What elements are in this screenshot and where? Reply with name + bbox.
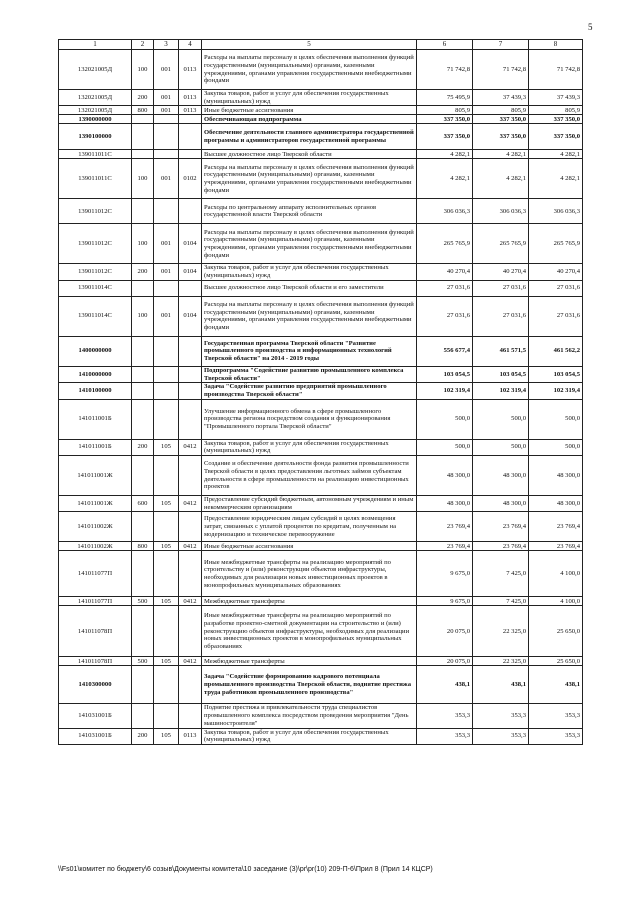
row-amount-2017-cell: 48 300,0 [417,496,473,512]
table-row [59,496,583,512]
row-code-cell: 141011001Ж [59,496,132,512]
row-amount-2018-cell: 353,3 [473,704,529,728]
row-description-cell: Государственная программа Тверской области "Развитие промышленного производства и информационных технологий Тверской области" на 2014 - 2019 годы [202,336,417,366]
row-description-cell: Иные бюджетные ассигнования [202,106,417,115]
table-row [59,199,583,224]
table-row [59,704,583,728]
row-rz-cell: 105 [154,496,179,512]
row-amount-2018-cell: 7 425,0 [473,597,529,606]
row-pr-cell [179,383,202,399]
row-amount-2018-cell: 37 439,3 [473,90,529,106]
row-rz-cell [154,606,179,657]
row-description-cell: Предоставление юридическим лицам субсидий в целях возмещения затрат, связанных с уплатой процентов по кредитам, полученным на модернизацию и техническое перевооружение [202,512,417,542]
row-code-cell: 141031001Б [59,728,132,744]
row-rz-cell [154,512,179,542]
row-amount-2018-cell: 23 769,4 [473,542,529,551]
row-rz-cell: 001 [154,159,179,199]
row-amount-2018-cell: 102 319,4 [473,383,529,399]
row-amount-2019-cell: 25 650,0 [529,606,583,657]
table-row [59,50,583,90]
row-amount-2018-cell: 500,0 [473,439,529,455]
row-amount-2018-cell: 461 571,5 [473,336,529,366]
table-row [59,728,583,744]
table-row [59,383,583,399]
row-rz-cell: 105 [154,542,179,551]
row-amount-2017-cell: 805,9 [417,106,473,115]
row-rz-cell: 001 [154,50,179,90]
row-amount-2017-cell: 75 495,9 [417,90,473,106]
row-pr-cell [179,606,202,657]
row-amount-2018-cell: 27 031,6 [473,296,529,336]
row-description-cell: Подпрограмма "Содействие развитию промышленного комплекса Тверской области" [202,366,417,382]
row-description-cell: Иные межбюджетные трансферты на реализацию мероприятий по строительству и (или) реконструкции объектов инфраструктуры, необходимых для реализации новых инвестиционных проектов в монопрофильных муниципальных образованиях [202,551,417,597]
row-amount-2017-cell: 500,0 [417,439,473,455]
table-row [59,296,583,336]
row-rz-cell [154,280,179,296]
row-rz-cell: 001 [154,264,179,280]
row-amount-2019-cell: 25 650,0 [529,657,583,666]
row-description-cell: Закупка товаров, работ и услуг для обеспечения государственных (муниципальных) нужд [202,90,417,106]
row-amount-2019-cell: 4 100,0 [529,597,583,606]
row-amount-2017-cell: 71 742,8 [417,50,473,90]
row-amount-2017-cell: 500,0 [417,399,473,439]
row-description-cell: Иные межбюджетные трансферты на реализацию мероприятий по разработке проектно-сметной документации на строительство и (или) реконструкцию объектов инфраструктуры, необходимых для реализации новых инвестиционных проектов в монопрофильных муниципальных образованиях [202,606,417,657]
row-code-cell: 1410300000 [59,666,132,704]
row-code-cell: 132021005Д [59,90,132,106]
row-pr-cell [179,336,202,366]
row-description-cell: Иные бюджетные ассигнования [202,542,417,551]
row-amount-2019-cell: 27 031,6 [529,296,583,336]
table-row [59,264,583,280]
row-vr-cell: 100 [132,296,154,336]
row-vr-cell [132,199,154,224]
row-amount-2018-cell: 265 765,9 [473,224,529,264]
row-description-cell: Расходы на выплаты персоналу в целях обеспечения выполнения функций государственными (муниципальными) органами, казенными учреждениями, органами управления государственными внебюджетными фондами [202,224,417,264]
row-vr-cell: 800 [132,106,154,115]
row-vr-cell: 600 [132,496,154,512]
row-amount-2019-cell: 48 300,0 [529,496,583,512]
row-rz-cell [154,199,179,224]
row-pr-cell: 0412 [179,439,202,455]
row-amount-2017-cell: 4 282,1 [417,159,473,199]
row-amount-2018-cell: 337 350,0 [473,115,529,124]
row-vr-cell: 100 [132,224,154,264]
row-amount-2018-cell: 438,1 [473,666,529,704]
row-vr-cell [132,124,154,150]
row-rz-cell: 001 [154,106,179,115]
row-code-cell: 141011077П [59,551,132,597]
header-cell: 1 [59,40,132,50]
row-description-cell: Высшее должностное лицо Тверской области и его заместители [202,280,417,296]
row-vr-cell: 200 [132,264,154,280]
row-description-cell: Обеспечивающая подпрограмма [202,115,417,124]
row-amount-2019-cell: 23 769,4 [529,542,583,551]
row-amount-2019-cell: 461 562,2 [529,336,583,366]
row-amount-2017-cell: 20 075,0 [417,606,473,657]
row-rz-cell [154,666,179,704]
table-row [59,657,583,666]
row-amount-2017-cell: 23 769,4 [417,512,473,542]
header-cell: 5 [202,40,417,50]
table-row [59,542,583,551]
row-amount-2017-cell: 27 031,6 [417,280,473,296]
row-pr-cell: 0113 [179,106,202,115]
row-vr-cell: 200 [132,439,154,455]
row-vr-cell [132,666,154,704]
row-rz-cell: 105 [154,657,179,666]
row-code-cell: 132021005Д [59,106,132,115]
row-amount-2019-cell: 4 282,1 [529,159,583,199]
row-amount-2019-cell: 27 031,6 [529,280,583,296]
row-description-cell: Задача "Содействие развитию предприятий промышленного производства Тверской области" [202,383,417,399]
row-pr-cell [179,199,202,224]
table-row [59,115,583,124]
row-amount-2018-cell: 40 270,4 [473,264,529,280]
row-vr-cell [132,383,154,399]
row-amount-2017-cell: 102 319,4 [417,383,473,399]
table-row [59,597,583,606]
row-rz-cell [154,704,179,728]
row-description-cell: Поднятие престижа и привлекательности труда специалистов промышленного комплекса посредством проведения мероприятия "День машиностроителя" [202,704,417,728]
row-code-cell: 1410000000 [59,366,132,382]
table-row [59,150,583,159]
row-description-cell: Расходы на выплаты персоналу в целях обеспечения выполнения функций государственными (муниципальными) органами, казенными учреждениями, органами управления государственными внебюджетными фондами [202,159,417,199]
row-vr-cell [132,336,154,366]
table-row [59,106,583,115]
row-description-cell: Закупка товаров, работ и услуг для обеспечения государственных (муниципальных) нужд [202,264,417,280]
row-vr-cell [132,399,154,439]
row-rz-cell [154,383,179,399]
row-amount-2017-cell: 353,3 [417,728,473,744]
row-amount-2019-cell: 103 054,5 [529,366,583,382]
row-rz-cell: 001 [154,224,179,264]
table-row [59,90,583,106]
row-pr-cell [179,115,202,124]
row-code-cell: 141011002Ж [59,542,132,551]
row-pr-cell [179,399,202,439]
row-amount-2018-cell: 7 425,0 [473,551,529,597]
table-row [59,399,583,439]
row-amount-2017-cell: 48 300,0 [417,456,473,496]
row-rz-cell [154,124,179,150]
row-code-cell: 141031001Б [59,704,132,728]
row-code-cell: 141011078П [59,606,132,657]
row-amount-2017-cell: 40 270,4 [417,264,473,280]
row-code-cell: 139011011С [59,159,132,199]
table-row [59,512,583,542]
row-vr-cell: 200 [132,90,154,106]
row-amount-2018-cell: 22 325,0 [473,657,529,666]
row-amount-2018-cell: 48 300,0 [473,496,529,512]
row-amount-2018-cell: 337 350,0 [473,124,529,150]
row-vr-cell: 800 [132,542,154,551]
row-pr-cell [179,280,202,296]
row-vr-cell [132,606,154,657]
row-rz-cell [154,115,179,124]
row-code-cell: 141011001Б [59,439,132,455]
row-code-cell: 139011012С [59,264,132,280]
row-pr-cell [179,551,202,597]
row-vr-cell [132,115,154,124]
row-rz-cell: 105 [154,728,179,744]
row-code-cell: 139011012С [59,199,132,224]
row-amount-2018-cell: 353,3 [473,728,529,744]
header-cell: 7 [473,40,529,50]
row-rz-cell: 001 [154,296,179,336]
row-rz-cell: 001 [154,90,179,106]
row-code-cell: 132021005Д [59,50,132,90]
budget-table [58,39,583,745]
row-description-cell: Обеспечение деятельности главного администратора государственной программы и администраторов государственной программы [202,124,417,150]
row-amount-2017-cell: 265 765,9 [417,224,473,264]
row-amount-2017-cell: 337 350,0 [417,124,473,150]
row-vr-cell [132,512,154,542]
row-rz-cell [154,150,179,159]
row-amount-2019-cell: 23 769,4 [529,512,583,542]
row-amount-2019-cell: 48 300,0 [529,456,583,496]
row-rz-cell [154,551,179,597]
row-amount-2019-cell: 500,0 [529,439,583,455]
row-rz-cell [154,399,179,439]
row-description-cell: Закупка товаров, работ и услуг для обеспечения государственных (муниципальных) нужд [202,439,417,455]
row-pr-cell: 0104 [179,264,202,280]
row-code-cell: 141011001Б [59,399,132,439]
row-code-cell: 141011002Ж [59,512,132,542]
row-amount-2017-cell: 337 350,0 [417,115,473,124]
row-pr-cell: 0113 [179,728,202,744]
row-description-cell: Улучшение информационного обмена в сфере промышленного производства региона посредством создания и функционирования "Промышленного портала Тверской области" [202,399,417,439]
row-vr-cell: 500 [132,597,154,606]
row-code-cell: 139011012С [59,224,132,264]
row-amount-2019-cell: 40 270,4 [529,264,583,280]
table-row [59,224,583,264]
row-description-cell: Расходы на выплаты персоналу в целях обеспечения выполнения функций государственными (муниципальными) органами, казенными учреждениями, органами управления государственными внебюджетными фондами [202,50,417,90]
row-amount-2017-cell: 20 075,0 [417,657,473,666]
header-cell: 3 [154,40,179,50]
row-pr-cell: 0412 [179,542,202,551]
row-amount-2019-cell: 353,3 [529,704,583,728]
row-code-cell: 1400000000 [59,336,132,366]
row-amount-2017-cell: 9 675,0 [417,597,473,606]
row-pr-cell: 0113 [179,50,202,90]
row-amount-2018-cell: 22 325,0 [473,606,529,657]
row-amount-2019-cell: 37 439,3 [529,90,583,106]
row-amount-2018-cell: 23 769,4 [473,512,529,542]
row-rz-cell: 105 [154,439,179,455]
row-amount-2017-cell: 438,1 [417,666,473,704]
row-vr-cell [132,366,154,382]
row-code-cell: 139011014С [59,296,132,336]
table-row [59,606,583,657]
row-vr-cell [132,704,154,728]
row-code-cell: 139011011С [59,150,132,159]
row-amount-2018-cell: 805,9 [473,106,529,115]
row-code-cell: 1390100000 [59,124,132,150]
table-row [59,666,583,704]
table-row [59,439,583,455]
row-pr-cell: 0104 [179,296,202,336]
row-amount-2019-cell: 353,3 [529,728,583,744]
row-pr-cell: 0102 [179,159,202,199]
row-amount-2018-cell: 4 282,1 [473,159,529,199]
row-amount-2019-cell: 4 100,0 [529,551,583,597]
row-rz-cell: 105 [154,597,179,606]
row-code-cell: 141011078П [59,657,132,666]
row-amount-2019-cell: 805,9 [529,106,583,115]
row-amount-2017-cell: 306 036,3 [417,199,473,224]
row-description-cell: Создание и обеспечение деятельности фонда развития промышленности Тверской области в целях предоставления льготных займов субъектам деятельности в сфере промышленности на реализацию инвестиционных проектов [202,456,417,496]
table-row [59,366,583,382]
row-description-cell: Межбюджетные трансферты [202,657,417,666]
row-amount-2019-cell: 500,0 [529,399,583,439]
row-amount-2017-cell: 353,3 [417,704,473,728]
header-cell: 8 [529,40,583,50]
row-amount-2018-cell: 500,0 [473,399,529,439]
table-row [59,159,583,199]
row-amount-2018-cell: 4 282,1 [473,150,529,159]
row-amount-2019-cell: 438,1 [529,666,583,704]
row-vr-cell: 100 [132,159,154,199]
row-pr-cell [179,150,202,159]
row-amount-2018-cell: 71 742,8 [473,50,529,90]
row-description-cell: Расходы по центральному аппарату исполнительных органов государственной власти Тверской области [202,199,417,224]
header-cell: 4 [179,40,202,50]
row-vr-cell: 200 [132,728,154,744]
table-row [59,336,583,366]
row-description-cell: Предоставление субсидий бюджетным, автономным учреждениям и иным некоммерческим организациям [202,496,417,512]
row-vr-cell [132,280,154,296]
row-pr-cell: 0412 [179,597,202,606]
page-number: 5 [588,22,593,32]
row-code-cell: 1410100000 [59,383,132,399]
row-code-cell: 1390000000 [59,115,132,124]
row-pr-cell [179,704,202,728]
row-pr-cell [179,666,202,704]
row-description-cell: Межбюджетные трансферты [202,597,417,606]
header-cell: 6 [417,40,473,50]
row-amount-2018-cell: 103 054,5 [473,366,529,382]
row-amount-2017-cell: 23 769,4 [417,542,473,551]
row-code-cell: 139011014С [59,280,132,296]
row-amount-2019-cell: 265 765,9 [529,224,583,264]
file-path-footer: \\Fs01\комитет по бюджету\6 созыв\Документы комитета\10 заседание (3)\pr\pr(10) 209-П-6\Прил 8 (Прил 14 КЦСР) [58,866,433,873]
table-row [59,280,583,296]
row-amount-2019-cell: 337 350,0 [529,124,583,150]
row-amount-2019-cell: 337 350,0 [529,115,583,124]
row-pr-cell: 0412 [179,496,202,512]
row-rz-cell [154,336,179,366]
row-pr-cell: 0104 [179,224,202,264]
row-amount-2018-cell: 306 036,3 [473,199,529,224]
table-row [59,124,583,150]
row-pr-cell: 0412 [179,657,202,666]
header-cell: 2 [132,40,154,50]
row-rz-cell [154,456,179,496]
row-amount-2019-cell: 102 319,4 [529,383,583,399]
row-description-cell: Закупка товаров, работ и услуг для обеспечения государственных (муниципальных) нужд [202,728,417,744]
row-pr-cell [179,456,202,496]
row-vr-cell: 100 [132,50,154,90]
row-amount-2017-cell: 556 677,4 [417,336,473,366]
row-vr-cell [132,150,154,159]
row-amount-2018-cell: 48 300,0 [473,456,529,496]
row-rz-cell [154,366,179,382]
row-amount-2017-cell: 9 675,0 [417,551,473,597]
row-amount-2019-cell: 4 282,1 [529,150,583,159]
row-vr-cell: 500 [132,657,154,666]
row-description-cell: Задача "Содействие формированию кадрового потенциала промышленного производства Тверской области, поднятие престижа труда работников промышленного производства" [202,666,417,704]
table-row [59,551,583,597]
row-amount-2019-cell: 306 036,3 [529,199,583,224]
row-amount-2017-cell: 27 031,6 [417,296,473,336]
row-description-cell: Высшее должностное лицо Тверской области [202,150,417,159]
row-pr-cell: 0113 [179,90,202,106]
row-pr-cell [179,366,202,382]
row-amount-2017-cell: 4 282,1 [417,150,473,159]
row-pr-cell [179,124,202,150]
row-amount-2017-cell: 103 054,5 [417,366,473,382]
row-vr-cell [132,456,154,496]
row-vr-cell [132,551,154,597]
row-code-cell: 141011001Ж [59,456,132,496]
table-row [59,456,583,496]
row-description-cell: Расходы на выплаты персоналу в целях обеспечения выполнения функций государственными (муниципальными) органами, казенными учреждениями, органами управления государственными внебюджетными фондами [202,296,417,336]
header-row [59,40,583,50]
row-amount-2018-cell: 27 031,6 [473,280,529,296]
row-pr-cell [179,512,202,542]
row-code-cell: 141011077П [59,597,132,606]
row-amount-2019-cell: 71 742,8 [529,50,583,90]
